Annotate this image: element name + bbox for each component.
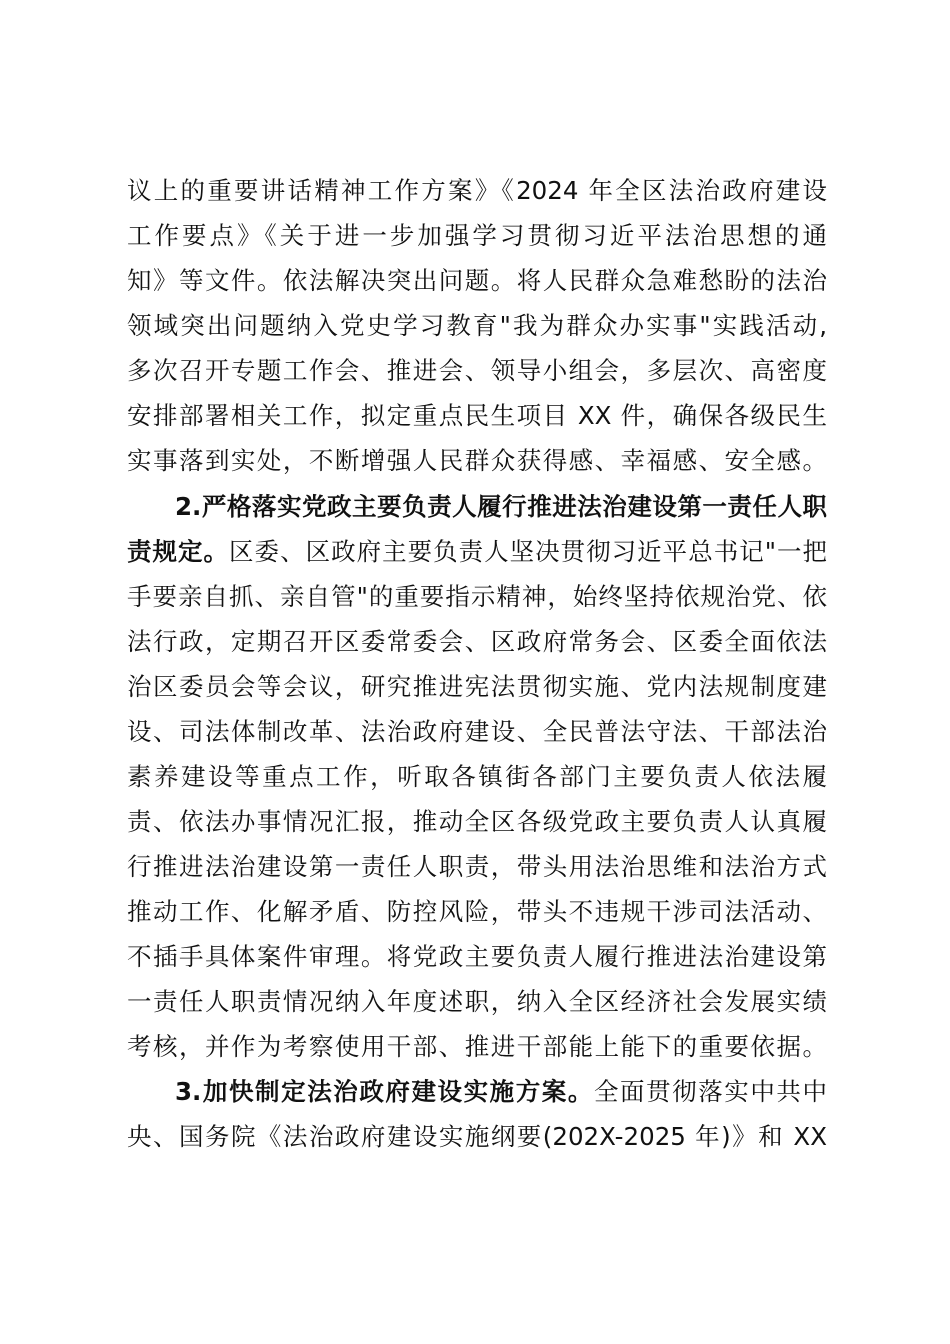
paragraph-1-line-5: 多次召开专题工作会、推进会、领导小组会，多层次、高密度: [127, 356, 827, 385]
paragraph-2-line-11: 不插手具体案件审理。将党政主要负责人履行推进法治建设第: [127, 942, 827, 971]
paragraph-2-line-9: 行推进法治建设第一责任人职责，带头用法治思维和法治方式: [127, 852, 827, 881]
paragraph-2-line-5: 治区委员会等会议，研究推进宪法贯彻实施、党内法规制度建: [127, 672, 827, 701]
paragraph-2-line-3: 手要亲自抓、亲自管"的重要指示精神，始终坚持依规治党、依: [127, 582, 827, 611]
paragraph-2-heading-line-1: [175, 487, 827, 527]
paragraph-1-line-6: 安排部署相关工作，拟定重点民生项目 XX 件，确保各级民生: [127, 401, 827, 430]
paragraph-1-line-7: 实事落到实处，不断增强人民群众获得感、幸福感、安全感。: [127, 446, 827, 475]
paragraph-2-line-2-text: 区委、区政府主要负责人坚决贯彻习近平总书记"一把: [229, 537, 827, 566]
paragraph-2-heading: 2.严格落实党政主要负责人履行推进法治建设第一责任人职: [175, 492, 827, 521]
paragraph-3-heading: 3.加快制定法治政府建设实施方案。: [175, 1077, 594, 1106]
paragraph-3-line-1-text: 全面贯彻落实中共中: [593, 1077, 827, 1106]
paragraph-1-line-1: 议上的重要讲话精神工作方案》《2024 年全区法治政府建设: [127, 176, 827, 205]
paragraph-3-line-1: [175, 1072, 827, 1112]
paragraph-2-line-7: 素养建设等重点工作，听取各镇街各部门主要负责人依法履: [127, 762, 827, 791]
paragraph-2-line-10: 推动工作、化解矛盾、防控风险，带头不违规干涉司法活动、: [127, 897, 827, 926]
paragraph-2-line-4: 法行政，定期召开区委常委会、区政府常务会、区委全面依法: [127, 627, 827, 656]
paragraph-1-line-3: 知》等文件。依法解决突出问题。将人民群众急难愁盼的法治: [127, 266, 827, 295]
paragraph-1-line-2: 工作要点》《关于进一步加强学习贯彻习近平法治思想的通: [127, 221, 827, 250]
paragraph-2-line-6: 设、司法体制改革、法治政府建设、全民普法守法、干部法治: [127, 717, 827, 746]
paragraph-2-line-12: 一责任人职责情况纳入年度述职，纳入全区经济社会发展实绩: [127, 987, 827, 1016]
paragraph-1-line-4: 领域突出问题纳入党史学习教育"我为群众办实事"实践活动,: [127, 311, 827, 340]
paragraph-3-line-2: 央、国务院《法治政府建设实施纲要(202X-2025 年)》和 XX: [127, 1122, 827, 1151]
paragraph-2-line-13: 考核，并作为考察使用干部、推进干部能上能下的重要依据。: [127, 1032, 827, 1061]
paragraph-2-line-8: 责、依法办事情况汇报，推动全区各级党政主要负责人认真履: [127, 807, 827, 836]
paragraph-2-line-2: [127, 532, 827, 572]
paragraph-2-heading-end: 责规定。: [127, 537, 230, 566]
